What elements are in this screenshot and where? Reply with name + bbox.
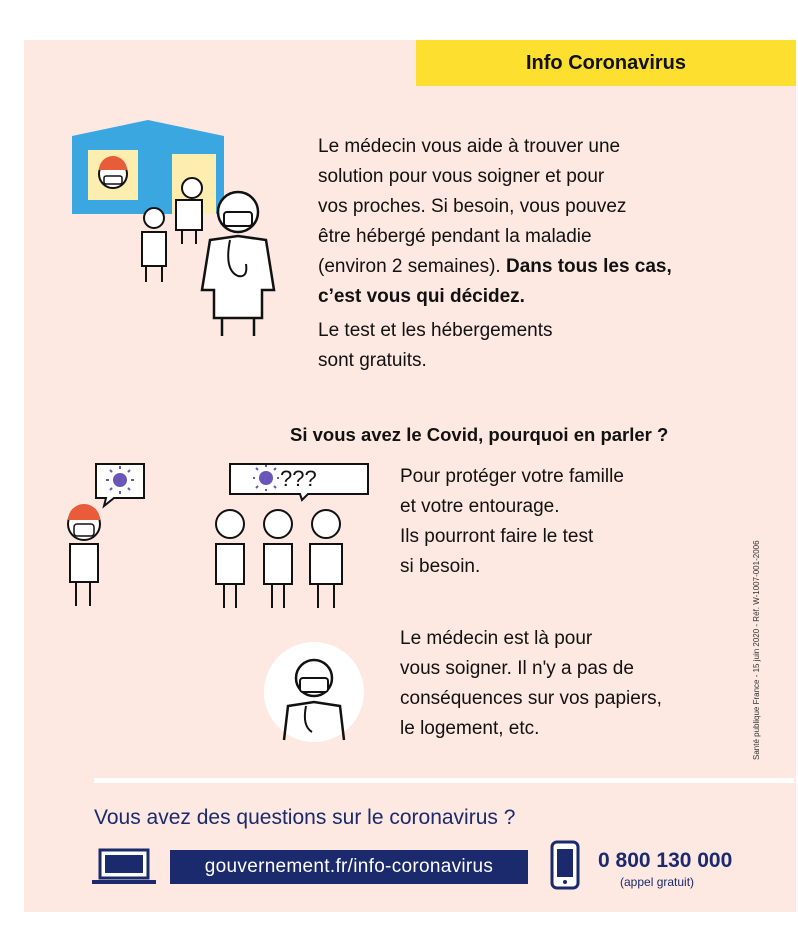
speech-bubble-virus: [92, 460, 148, 508]
virus-icon: [259, 471, 273, 485]
text-span: (environ 2 semaines).: [318, 256, 506, 277]
bold-text: Dans tous les cas,: [505, 256, 672, 277]
virus-icon: [113, 473, 127, 487]
text-line: [318, 282, 672, 312]
section2-heading: Si vous avez le Covid, pourquoi en parler ?: [290, 424, 669, 445]
doctor-portrait-icon: [262, 640, 366, 744]
question-marks: ???: [280, 466, 317, 491]
sick-person: [60, 502, 110, 612]
website-link[interactable]: gouvernement.fr/info-coronavirus: [170, 850, 528, 884]
phone-note: (appel gratuit): [620, 875, 695, 889]
family-figures: [206, 504, 356, 614]
phone-number[interactable]: 0 800 130 000: [598, 849, 733, 872]
phone-icon: [550, 840, 580, 890]
text-line: conséquences sur vos papiers,: [400, 688, 662, 709]
text-line: vos proches. Si besoin, vous pouvez: [318, 196, 627, 217]
text-line: Pour protéger votre famille: [400, 466, 624, 487]
text-line: Le médecin vous aide à trouver une: [318, 136, 621, 157]
child-figure: [136, 206, 176, 286]
speech-bubble-family: [226, 460, 372, 502]
text-line: Le test et les hébergements: [318, 320, 553, 341]
banner-title: Info Coronavirus: [416, 40, 796, 86]
section1-paragraph: [318, 132, 672, 312]
text-line: Le médecin est là pour: [400, 628, 593, 649]
section1-paragraph-2: [318, 316, 552, 376]
section2-paragraph-2: [400, 624, 662, 744]
bold-text: c’est vous qui décidez.: [318, 286, 525, 307]
text-line: Ils pourront faire le test: [400, 526, 594, 547]
text-line: vous soigner. Il n'y a pas de: [400, 658, 634, 679]
text-line: sont gratuits.: [318, 350, 427, 371]
text-line: être hébergé pendant la maladie: [318, 226, 592, 247]
text-line: solution pour vous soigner et pour: [318, 166, 605, 187]
side-credit: Santé publique France - 15 juin 2020 - Réf. W-1007-001-2006: [752, 540, 761, 760]
text-line: [318, 252, 672, 282]
divider: [94, 778, 794, 783]
footer-question: Vous avez des questions sur le coronavirus ?: [94, 806, 516, 829]
section2-paragraph-1: [400, 462, 624, 582]
doctor-icon: [196, 190, 280, 340]
text-line: si besoin.: [400, 556, 481, 577]
text-line: et votre entourage.: [400, 496, 560, 517]
laptop-icon: [92, 848, 156, 886]
text-line: le logement, etc.: [400, 718, 540, 739]
